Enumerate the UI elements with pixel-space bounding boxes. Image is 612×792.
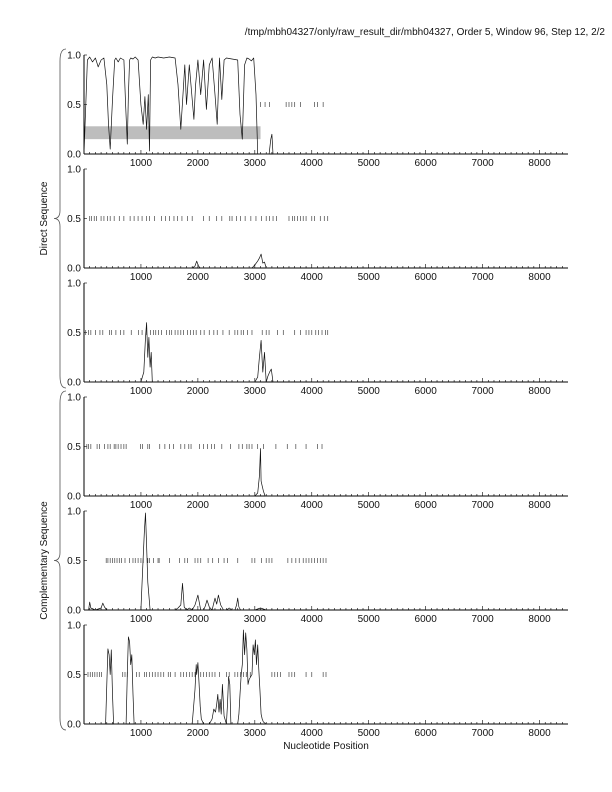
y-tick-label: 0.0 — [67, 491, 81, 503]
x-tick-label: 2000 — [186, 158, 210, 169]
x-tick-label: 8000 — [528, 272, 551, 283]
group-2 — [39, 391, 66, 730]
series-line — [84, 513, 266, 610]
x-tick-label: 8000 — [528, 500, 551, 511]
panel-1 — [67, 51, 568, 170]
y-tick-label: 0.5 — [67, 442, 81, 453]
y-tick-label: 1.0 — [67, 620, 81, 632]
x-tick-label: 2000 — [186, 500, 210, 511]
x-tick-label: 1000 — [129, 500, 153, 511]
x-tick-label: 1000 — [129, 158, 153, 169]
group-1 — [39, 49, 66, 388]
x-tick-label: 1000 — [129, 728, 153, 739]
x-tick-label: 3000 — [243, 158, 266, 169]
panel-2 — [67, 165, 568, 284]
x-tick-label: 2000 — [186, 386, 210, 397]
x-tick-label: 7000 — [471, 728, 494, 739]
series-line — [84, 57, 278, 154]
x-tick-label: 6000 — [414, 500, 437, 511]
x-tick-label: 6000 — [414, 386, 437, 397]
x-tick-label: 5000 — [357, 728, 380, 739]
y-tick-label: 0.5 — [67, 214, 81, 225]
panels — [67, 51, 568, 740]
series-line — [84, 449, 278, 497]
series-line — [84, 254, 278, 268]
x-tick-label: 3000 — [243, 500, 266, 511]
x-tick-label: 8000 — [528, 386, 551, 397]
x-tick-label: 1000 — [129, 614, 153, 625]
x-tick-label: 7000 — [471, 272, 494, 283]
x-tick-label: 8000 — [528, 614, 551, 625]
y-tick-label: 0.0 — [67, 605, 81, 617]
y-tick-label: 0.5 — [67, 556, 81, 567]
y-tick-label: 1.0 — [67, 278, 81, 290]
x-tick-label: 5000 — [357, 158, 380, 169]
panel-4 — [67, 393, 568, 512]
x-tick-label: 1000 — [129, 272, 153, 283]
y-tick-label: 0.0 — [67, 719, 81, 731]
x-tick-label: 3000 — [243, 728, 266, 739]
x-tick-label: 2000 — [186, 614, 210, 625]
panel-3 — [67, 279, 568, 398]
panel-6 — [67, 621, 568, 740]
x-tick-label: 4000 — [300, 386, 323, 397]
x-tick-label: 5000 — [357, 272, 380, 283]
group-labels — [39, 49, 66, 730]
x-tick-label: 5000 — [357, 386, 380, 397]
group-label: Complementary Sequence — [39, 501, 50, 620]
group-bracket — [54, 391, 66, 730]
x-tick-label: 3000 — [243, 614, 266, 625]
y-tick-label: 0.0 — [67, 149, 81, 161]
x-tick-label: 7000 — [471, 614, 494, 625]
x-tick-label: 4000 — [300, 158, 323, 169]
panel-5 — [67, 507, 568, 626]
y-tick-label: 0.5 — [67, 328, 81, 339]
x-tick-label: 7000 — [471, 158, 494, 169]
x-tick-label: 4000 — [300, 614, 323, 625]
group-label: Direct Sequence — [39, 181, 50, 256]
x-tick-label: 5000 — [357, 500, 380, 511]
y-tick-label: 0.5 — [67, 100, 81, 111]
x-tick-label: 6000 — [414, 158, 437, 169]
x-tick-label: 4000 — [300, 272, 323, 283]
y-tick-label: 0.5 — [67, 670, 81, 681]
x-axis-title: Nucleotide Position — [283, 741, 369, 752]
x-tick-label: 5000 — [357, 614, 380, 625]
y-tick-label: 1.0 — [67, 392, 81, 404]
x-tick-label: 6000 — [414, 272, 437, 283]
x-tick-label: 2000 — [186, 272, 210, 283]
page-title: /tmp/mbh04327/only/raw_result_dir/mbh04327, Order 5, Window 96, Step 12, 2/2 — [244, 27, 605, 38]
y-tick-label: 1.0 — [67, 506, 81, 518]
x-tick-label: 6000 — [414, 614, 437, 625]
x-tick-label: 3000 — [243, 272, 266, 283]
x-tick-label: 4000 — [300, 728, 323, 739]
x-tick-label: 4000 — [300, 500, 323, 511]
y-tick-label: 0.0 — [67, 263, 81, 275]
x-tick-label: 6000 — [414, 728, 437, 739]
group-bracket — [54, 49, 66, 388]
y-tick-label: 0.0 — [67, 377, 81, 389]
x-tick-label: 7000 — [471, 386, 494, 397]
y-tick-label: 1.0 — [67, 50, 81, 62]
x-tick-label: 1000 — [129, 386, 153, 397]
x-tick-label: 3000 — [243, 386, 266, 397]
x-tick-label: 8000 — [528, 158, 551, 169]
x-tick-label: 8000 — [528, 728, 551, 739]
x-tick-label: 7000 — [471, 500, 494, 511]
x-tick-label: 2000 — [186, 728, 210, 739]
y-tick-label: 1.0 — [67, 164, 81, 176]
